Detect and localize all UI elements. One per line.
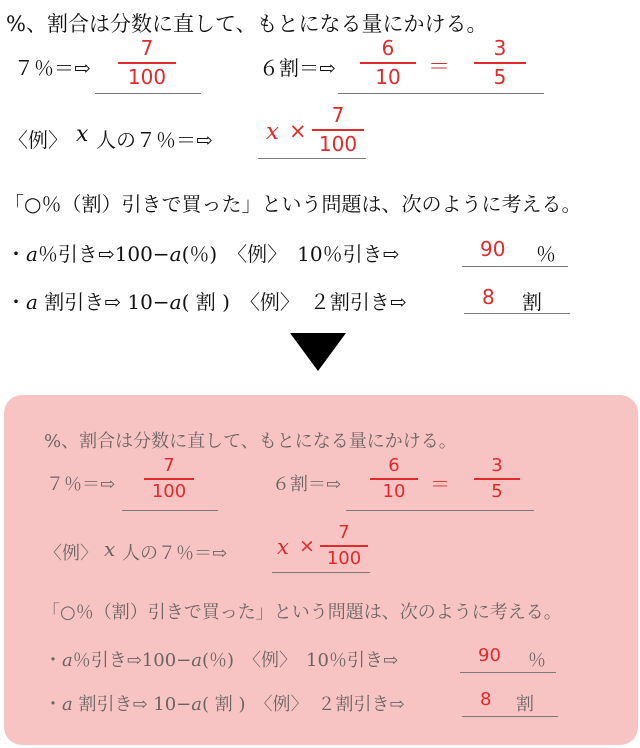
top-row1-unit: ％ xyxy=(536,242,556,266)
bottom-ex-denominator: 100 xyxy=(326,548,362,569)
bottom-row1-unit: ％ xyxy=(528,650,546,671)
top-row2-answer: 8 xyxy=(482,285,495,309)
bottom-pct-denominator: 100 xyxy=(151,481,187,502)
top-wari2-fraction xyxy=(474,36,526,89)
top-row1-answer: 90 xyxy=(480,237,506,261)
bullet: ・ xyxy=(6,290,26,314)
bottom-wari-equals: ＝ xyxy=(430,472,450,496)
fraction-bar xyxy=(474,62,526,64)
row2-text1: 割引き⇨ 10− xyxy=(37,290,170,314)
row1-text1: ％引き⇨100− xyxy=(37,242,170,266)
top-wari-label: ６割＝⇨ xyxy=(259,56,336,80)
answer-underline xyxy=(338,93,544,94)
bottom-ex-answer-var: x xyxy=(277,535,289,559)
bottom-wari-denominator: 10 xyxy=(382,481,406,502)
top-ex-numerator: 7 xyxy=(331,103,345,127)
top-wari2-numerator: 3 xyxy=(493,36,507,60)
top-ex-answer-var: x xyxy=(266,119,279,145)
answer-underline xyxy=(464,313,570,314)
bottom-ex-text: 人の７％＝⇨ xyxy=(122,543,228,564)
bottom-wari-numerator: 6 xyxy=(388,455,400,476)
bottom-wari-label: ６割＝⇨ xyxy=(272,474,342,495)
bottom-wari2-fraction xyxy=(474,455,520,502)
var-a: a xyxy=(62,650,73,671)
bottom-wari2-denominator: 5 xyxy=(491,481,503,502)
answer-underline xyxy=(122,510,218,511)
top-ex-label: 〈例〉 xyxy=(8,128,68,152)
fraction-bar xyxy=(360,62,416,64)
bottom-pct-label: ７％＝⇨ xyxy=(46,474,116,495)
answer-underline xyxy=(460,672,556,673)
bottom-row1-answer: 90 xyxy=(478,645,501,666)
bottom-row1 xyxy=(44,646,398,672)
down-triangle-arrow-icon xyxy=(290,333,346,371)
bottom-pct-numerator: 7 xyxy=(163,455,175,476)
bullet: ・ xyxy=(6,242,26,266)
top-ex-answer-fraction xyxy=(312,103,364,156)
bottom-row2-unit: 割 xyxy=(516,694,534,715)
top-pct-numerator: 7 xyxy=(140,36,154,60)
answer-underline xyxy=(258,158,366,159)
top-rule-text: %、割合は分数に直して、もとになる量にかける。 xyxy=(6,12,488,36)
top-pct-label: ７％＝⇨ xyxy=(14,56,91,80)
bottom-pct-fraction xyxy=(144,455,194,502)
var-a: a xyxy=(62,694,73,715)
fraction-bar xyxy=(474,478,520,480)
bottom-ex-var: x xyxy=(104,537,116,561)
bullet: ・ xyxy=(44,650,62,671)
top-wari-equals: ＝ xyxy=(428,55,451,80)
bottom-ex-times: × xyxy=(299,535,315,557)
answer-underline xyxy=(462,716,558,717)
bottom-ex-label: 〈例〉 xyxy=(44,543,98,564)
bottom-row2 xyxy=(44,690,405,716)
fraction-bar xyxy=(370,478,418,480)
answer-underline xyxy=(272,572,370,573)
top-row2 xyxy=(6,286,407,315)
var-a: a xyxy=(191,694,202,715)
fraction-bar xyxy=(144,478,194,480)
top-pct-denominator: 100 xyxy=(127,65,167,89)
var-a: a xyxy=(26,242,38,266)
answer-underline xyxy=(95,93,201,94)
answer-underline xyxy=(346,510,534,511)
bullet: ・ xyxy=(44,694,62,715)
var-a: a xyxy=(169,242,182,266)
bottom-ex-numerator: 7 xyxy=(338,522,350,543)
top-ex-times: × xyxy=(289,119,307,143)
bottom-row2-answer: 8 xyxy=(480,689,492,710)
row2-text2: ( 割 ) 〈例〉 ２割引き⇨ xyxy=(181,290,407,314)
top-discount-rule: 「○％（割）引きで買った」という問題は、次のように考える。 xyxy=(4,192,582,216)
top-row2-unit: 割 xyxy=(522,290,542,314)
top-ex-denominator: 100 xyxy=(318,132,358,156)
top-pct-fraction xyxy=(118,36,176,89)
var-a: a xyxy=(169,290,182,314)
bottom-wari2-numerator: 3 xyxy=(491,455,503,476)
top-wari-numerator: 6 xyxy=(381,36,395,60)
bottom-ex-answer-fraction xyxy=(320,522,368,569)
var-a: a xyxy=(191,650,202,671)
row1-text2: (％) 〈例〉 10％引き⇨ xyxy=(181,242,400,266)
top-wari-denominator: 10 xyxy=(375,65,401,89)
bottom-wari-fraction xyxy=(370,455,418,502)
fraction-bar xyxy=(312,129,364,131)
top-ex-text: 人の７％＝⇨ xyxy=(96,128,213,152)
var-a: a xyxy=(26,290,38,314)
bottom-rule-text: %、割合は分数に直して、もとになる量にかける。 xyxy=(44,431,457,452)
row1-text1: ％引き⇨100− xyxy=(72,650,192,671)
row1-text2: (％) 〈例〉 10％引き⇨ xyxy=(202,650,399,671)
top-ex-var: x xyxy=(76,122,89,147)
top-row1 xyxy=(6,238,399,267)
row2-text2: ( 割 ) 〈例〉 ２割引き⇨ xyxy=(201,694,405,715)
fraction-bar xyxy=(118,62,176,64)
top-wari2-denominator: 5 xyxy=(493,65,507,89)
row2-text1: 割引き⇨ 10− xyxy=(72,694,192,715)
fraction-bar xyxy=(320,545,368,547)
bottom-discount-rule: 「○％（割）引きで買った」という問題は、次のように考える。 xyxy=(42,602,562,623)
answer-underline xyxy=(462,266,568,267)
top-wari-fraction xyxy=(360,36,416,89)
